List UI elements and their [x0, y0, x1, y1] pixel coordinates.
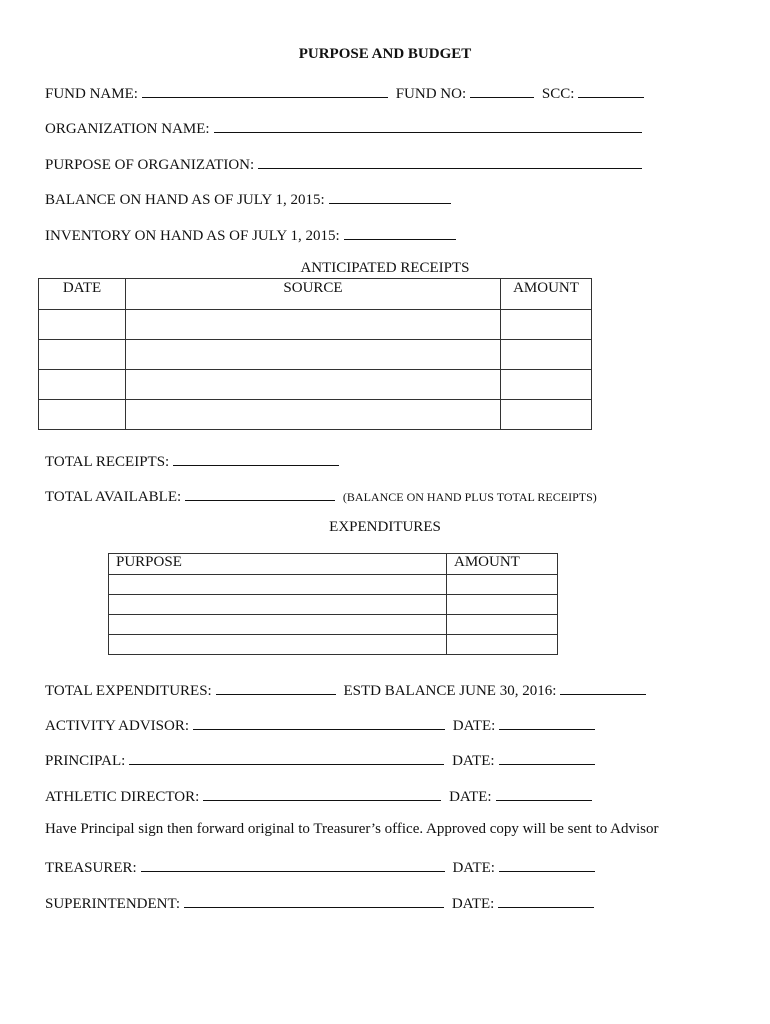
total-expenditures-line	[45, 680, 650, 700]
table-row	[39, 370, 592, 400]
cell[interactable]	[109, 595, 447, 615]
table-row	[109, 635, 558, 655]
org-name-label: ORGANIZATION NAME:	[45, 121, 210, 137]
principal-date-field[interactable]	[499, 750, 595, 765]
inventory-line	[45, 225, 460, 245]
cell[interactable]	[126, 370, 501, 400]
total-receipts-field[interactable]	[173, 451, 339, 466]
principal-label: PRINCIPAL:	[45, 753, 126, 769]
advisor-date-field[interactable]	[499, 715, 595, 730]
inventory-field[interactable]	[344, 225, 456, 240]
total-expenditures-label: TOTAL EXPENDITURES:	[45, 683, 212, 699]
expenditures-heading: EXPENDITURES	[329, 519, 441, 535]
table-row	[109, 595, 558, 615]
superintendent-line	[45, 893, 598, 913]
purpose-org-field[interactable]	[258, 154, 642, 169]
receipts-table	[38, 278, 592, 430]
fund-name-label: FUND NAME:	[45, 86, 138, 102]
cell[interactable]	[109, 615, 447, 635]
cell[interactable]	[447, 575, 558, 595]
cell[interactable]	[447, 595, 558, 615]
superintendent-signature[interactable]	[184, 893, 444, 908]
treasurer-signature[interactable]	[141, 857, 445, 872]
date-label: DATE:	[449, 789, 492, 805]
inventory-label: INVENTORY ON HAND AS OF JULY 1, 2015:	[45, 228, 340, 244]
total-expenditures-field[interactable]	[216, 680, 336, 695]
table-header-row	[109, 554, 558, 575]
cell[interactable]	[126, 340, 501, 370]
total-receipts-label: TOTAL RECEIPTS:	[45, 454, 170, 470]
table-row	[39, 400, 592, 430]
date-label: DATE:	[451, 896, 495, 912]
estd-balance-field[interactable]	[560, 680, 646, 695]
superintendent-label: SUPERINTENDENT:	[45, 896, 181, 912]
total-available-note: (BALANCE ON HAND PLUS TOTAL RECEIPTS)	[342, 490, 597, 504]
fund-line	[45, 83, 648, 103]
cell[interactable]	[501, 400, 592, 430]
athletic-director-date-field[interactable]	[496, 786, 592, 801]
table-row	[39, 340, 592, 370]
col-date: DATE	[39, 279, 126, 310]
fund-name-field[interactable]	[142, 83, 388, 98]
total-available-field[interactable]	[185, 486, 335, 501]
total-available-label: TOTAL AVAILABLE:	[45, 489, 182, 505]
cell[interactable]	[126, 310, 501, 340]
form-title: PURPOSE AND BUDGET	[298, 46, 472, 62]
date-label: DATE:	[452, 718, 496, 734]
receipts-heading: ANTICIPATED RECEIPTS	[300, 260, 470, 276]
cell[interactable]	[39, 400, 126, 430]
purpose-line	[45, 154, 646, 174]
superintendent-date-field[interactable]	[498, 893, 594, 908]
table-row	[109, 615, 558, 635]
scc-field[interactable]	[578, 83, 644, 98]
principal-line	[45, 750, 599, 770]
balance-field[interactable]	[329, 189, 451, 204]
cell[interactable]	[501, 310, 592, 340]
cell[interactable]	[447, 635, 558, 655]
cell[interactable]	[109, 635, 447, 655]
activity-advisor-label: ACTIVITY ADVISOR:	[45, 718, 190, 734]
athletic-director-line	[45, 786, 596, 806]
scc-label: SCC:	[541, 86, 575, 102]
activity-advisor-signature[interactable]	[193, 715, 445, 730]
cell[interactable]	[126, 400, 501, 430]
athletic-director-signature[interactable]	[203, 786, 441, 801]
org-name-field[interactable]	[214, 118, 642, 133]
instruction-text: Have Principal sign then forward original to Treasurer’s office. Approved copy will be sent to Advisor	[45, 821, 659, 837]
col-purpose: PURPOSE	[109, 554, 447, 575]
estd-balance-label: ESTD BALANCE JUNE 30, 2016:	[343, 683, 557, 699]
cell[interactable]	[501, 340, 592, 370]
balance-label: BALANCE ON HAND AS OF JULY 1, 2015:	[45, 192, 325, 208]
purpose-org-label: PURPOSE OF ORGANIZATION:	[45, 157, 255, 173]
treasurer-date-field[interactable]	[499, 857, 595, 872]
table-row	[109, 575, 558, 595]
table-header-row	[39, 279, 592, 310]
cell[interactable]	[447, 615, 558, 635]
org-name-line	[45, 118, 646, 138]
cell[interactable]	[39, 370, 126, 400]
table-row	[39, 310, 592, 340]
col-amount: AMOUNT	[501, 279, 592, 310]
cell[interactable]	[39, 340, 126, 370]
cell[interactable]	[501, 370, 592, 400]
cell[interactable]	[39, 310, 126, 340]
treasurer-label: TREASURER:	[45, 860, 137, 876]
total-receipts-line	[45, 451, 343, 471]
col-amount: AMOUNT	[447, 554, 558, 575]
athletic-director-label: ATHLETIC DIRECTOR:	[45, 789, 200, 805]
balance-line	[45, 189, 455, 209]
fund-no-field[interactable]	[470, 83, 534, 98]
fund-no-label: FUND NO:	[395, 86, 467, 102]
date-label: DATE:	[452, 753, 495, 769]
expenditures-table	[108, 553, 558, 655]
date-label: DATE:	[452, 860, 495, 876]
cell[interactable]	[109, 575, 447, 595]
total-available-line	[45, 486, 597, 506]
advisor-line	[45, 715, 599, 735]
col-source: SOURCE	[126, 279, 501, 310]
treasurer-line	[45, 857, 599, 877]
principal-signature[interactable]	[129, 750, 444, 765]
